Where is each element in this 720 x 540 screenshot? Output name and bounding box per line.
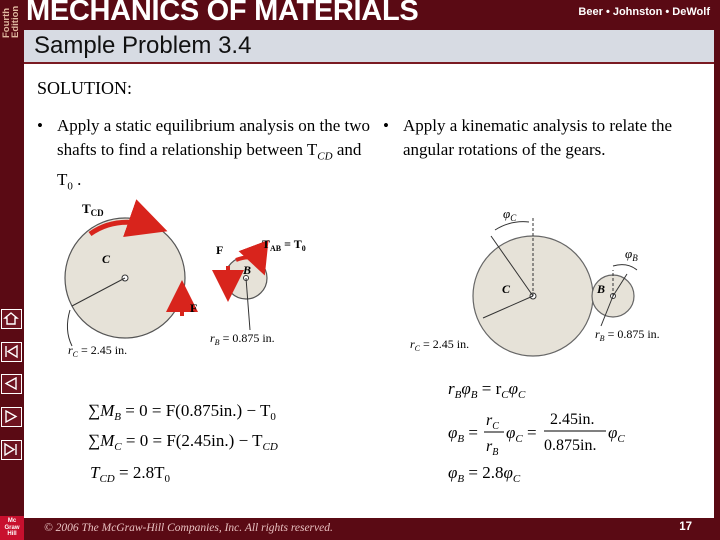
svg-text:φC: $\varphi_C$: [608, 423, 625, 445]
svg-text:rC: $r_C$: [486, 412, 499, 432]
label-rc: $r_C = 2.45$ in.: [68, 343, 128, 359]
label-f-bottom: F: [190, 301, 198, 315]
skip-forward-icon: [3, 442, 19, 457]
label-rb: $r_B = 0.875$ in.: [210, 331, 275, 347]
label-rc: $r_C = 2.45$ in.: [410, 337, 470, 353]
label-phic: $\varphi_C$: [503, 206, 517, 223]
equation-phib-result: $\varphi_B = 2.8\varphi_C$: [448, 463, 521, 485]
edition-line-2: Edition: [10, 5, 21, 38]
svg-text:rB: $r_B$: [486, 438, 499, 458]
slide-footer: [24, 518, 720, 540]
bullet-kinematic: [383, 114, 703, 162]
label-rb: $r_B = 0.875$ in.: [595, 327, 660, 343]
svg-text:φB =: $\varphi_B$ =: [448, 423, 478, 445]
slide-header: [24, 0, 720, 30]
skip-back-icon: [3, 344, 19, 359]
previous-slide-button[interactable]: [1, 374, 22, 394]
free-body-diagram: [60, 196, 320, 360]
equilibrium-equations: [88, 392, 348, 492]
last-slide-button[interactable]: [1, 440, 22, 460]
home-nav-button[interactable]: [1, 309, 22, 329]
copyright-notice: © 2006 The McGraw-Hill Companies, Inc. All rights reserved.: [44, 522, 333, 534]
label-tcd: $T_{CD}$: [82, 201, 104, 218]
edition-line-1: Fourth: [1, 7, 12, 38]
home-icon: [3, 311, 19, 326]
label-c: C: [102, 252, 111, 266]
bullet-dot: •: [383, 116, 389, 135]
label-b: B: [243, 263, 252, 277]
mcgraw-hill-logo: Mc Graw Hill: [0, 516, 24, 540]
next-slide-button[interactable]: [1, 407, 22, 427]
equation-ratio: [448, 411, 625, 458]
edition-label: [0, 0, 24, 42]
equation-tcd-result: $T_{CD} = 2.8T_0$: [90, 463, 170, 485]
svg-text:φC =: $\varphi_C$ =: [506, 423, 537, 445]
solution-label: SOLUTION:: [37, 78, 132, 98]
kinematic-diagram: [405, 200, 695, 360]
slide-subtitle: Sample Problem 3.4: [34, 32, 252, 59]
label-phib: $\varphi_B$: [625, 246, 638, 263]
equation-sum-mb: $\sum M_B = 0 = F(0.875in.) - T_0$: [88, 401, 276, 423]
svg-text:2.45in.: 2.45in.: [550, 411, 595, 428]
equation-arc-length: $r_B\varphi_B = r_C\varphi_C$: [448, 379, 526, 401]
triangle-left-icon: [3, 376, 19, 391]
bullet-dot: •: [37, 116, 43, 135]
angle-arc-b: [613, 265, 637, 270]
page-number: 17: [679, 521, 692, 533]
triangle-right-icon: [3, 409, 19, 424]
right-border: [714, 30, 720, 540]
subtitle-bar: [24, 30, 714, 64]
label-f-top: F: [216, 243, 224, 257]
first-slide-button[interactable]: [1, 342, 22, 362]
label-c: C: [502, 282, 511, 296]
equation-sum-mc: $\sum M_C = 0 = F(2.45in.) - T_{CD}$: [88, 431, 278, 453]
svg-text:0.875in.: 0.875in.: [544, 437, 597, 454]
radius-c-leader: [67, 310, 72, 346]
bullet-text: Apply a kinematic analysis to relate the angular rotations of the gears.: [403, 116, 673, 159]
kinematic-equations: [446, 372, 646, 490]
label-tab: $T_{AB} = T_0$: [262, 237, 306, 253]
label-b: B: [597, 282, 606, 296]
bullet-text: Apply a static equilibrium analysis on the two shafts to find a relationship between $T_{CD}$ and $T_0$ .: [57, 116, 371, 193]
bullet-equilibrium: [37, 114, 377, 199]
course-title: MECHANICS OF MATERIALS: [26, 0, 419, 27]
authors: Beer • Johnston • DeWolf: [578, 6, 710, 18]
